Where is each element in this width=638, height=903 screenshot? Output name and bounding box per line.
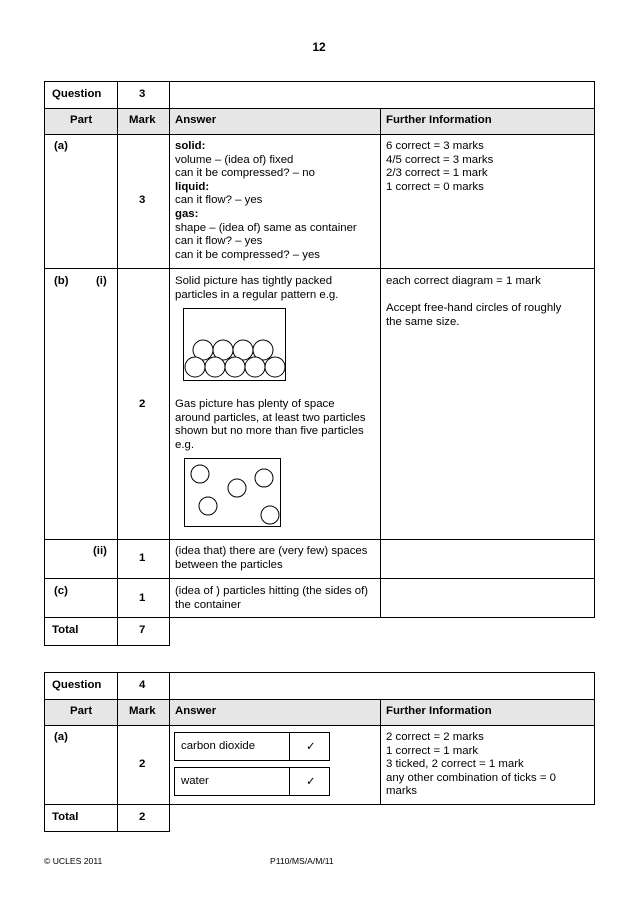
q3-part-b-ii-mark: 1 <box>139 552 146 564</box>
footer-doc-code: P110/MS/A/M/11 <box>270 856 334 866</box>
solid-particles-diagram <box>180 306 290 382</box>
answer-line: between the particles <box>175 558 283 571</box>
further-line: 2/3 correct = 1 mark <box>386 167 488 180</box>
further-line: 4/5 correct = 3 marks <box>386 153 494 166</box>
q3-part-b-i-mark: 2 <box>139 398 146 410</box>
particle-circle <box>205 357 225 377</box>
further-line: 2 correct = 2 marks <box>386 731 484 743</box>
answer-line: Solid picture has tightly packed <box>175 275 333 287</box>
q4-header-part: Part <box>70 705 93 717</box>
q3-header-part: Part <box>70 114 93 126</box>
further-line: any other combination of ticks = 0 <box>386 771 557 784</box>
option-label: carbon dioxide <box>181 740 256 752</box>
q4-question-number: 4 <box>139 679 146 691</box>
q3-header-mark: Mark <box>129 114 156 126</box>
q4-header-band <box>44 699 594 725</box>
answer-line: (idea that) there are (very few) spaces <box>175 545 368 557</box>
answer-line: e.g. <box>175 438 194 451</box>
answer-line: Gas picture has plenty of space <box>175 398 335 410</box>
further-line: 3 ticked, 2 correct = 1 mark <box>386 758 524 771</box>
answer-line: around particles, at least two particles <box>175 411 366 424</box>
q3-part-b-ii: (ii) <box>93 545 107 557</box>
q4-header-mark: Mark <box>129 705 156 717</box>
q3-part-a-further <box>386 140 493 194</box>
check-icon: ✓ <box>306 776 316 788</box>
gas-particles-diagram <box>182 456 284 530</box>
footer-copyright: © UCLES 2011 <box>44 856 103 866</box>
q3-part-b-ii-answer <box>175 545 367 572</box>
q3-part-a-answer <box>175 140 357 262</box>
further-line: 6 correct = 3 marks <box>386 140 484 152</box>
q4-header-further: Further Information <box>386 705 492 717</box>
answer-line: particles in a regular pattern e.g. <box>175 288 339 301</box>
q3-question-label: Question <box>52 88 102 100</box>
q4-header-answer: Answer <box>175 705 217 717</box>
q3-part-a: (a) <box>54 140 68 152</box>
answer-line: can it be compressed? – yes <box>175 248 320 261</box>
q3-part-b-further-1: each correct diagram = 1 mark <box>386 275 541 287</box>
particle-circle <box>265 357 285 377</box>
q3-total-value: 7 <box>139 624 146 636</box>
q3-header-further: Further Information <box>386 114 492 126</box>
q4-part-a-further <box>386 731 556 799</box>
answer-line: shape – (idea of) same as container <box>175 221 357 234</box>
particle-circle <box>255 469 273 487</box>
particle-circle <box>245 357 265 377</box>
answer-line: shown but no more than five particles <box>175 425 364 438</box>
q4-question-label: Question <box>52 679 102 691</box>
answer-line: can it be compressed? – no <box>175 167 315 180</box>
q4-total-label: Total <box>52 811 79 823</box>
answer-line: gas: <box>175 207 199 220</box>
q3-solid-text <box>175 275 338 302</box>
q3-part-c-mark: 1 <box>139 592 146 604</box>
q3-question-number: 3 <box>139 88 146 100</box>
answer-line: volume – (idea of) fixed <box>175 153 294 166</box>
q3-part-b-i: (i) <box>96 275 107 287</box>
q4-part-a-mark: 2 <box>139 758 146 770</box>
further-line: Accept free-hand circles of roughly <box>386 302 562 314</box>
q3-part-c-answer <box>175 585 368 612</box>
answer-line: can it flow? – yes <box>175 194 263 207</box>
page-number: 12 <box>312 40 326 54</box>
q4-total-value: 2 <box>139 811 146 823</box>
particle-circle <box>261 506 279 524</box>
q3-part-a-mark: 3 <box>139 194 146 206</box>
further-line: 1 correct = 0 marks <box>386 180 484 193</box>
option-label: water <box>181 775 209 787</box>
check-icon: ✓ <box>306 741 316 753</box>
q3-part-b-further-2 <box>386 302 561 329</box>
q3-total-label: Total <box>52 624 79 636</box>
q3-part-b: (b) <box>54 275 69 287</box>
further-line: 1 correct = 1 mark <box>386 744 479 757</box>
particle-circle <box>191 465 209 483</box>
q4-part-a: (a) <box>54 731 68 743</box>
particle-circle <box>225 357 245 377</box>
further-line: the same size. <box>386 315 460 328</box>
answer-line: can it flow? – yes <box>175 235 263 248</box>
particle-circle <box>199 497 217 515</box>
answer-line: liquid: <box>175 180 210 193</box>
answer-line: (idea of ) particles hitting (the sides of) <box>175 585 369 597</box>
q3-header-band <box>44 108 594 134</box>
answer-line: solid: <box>175 140 206 152</box>
q3-header-answer: Answer <box>175 114 217 126</box>
q3-gas-text <box>175 398 366 452</box>
q3-part-c: (c) <box>54 585 68 597</box>
answer-line: the container <box>175 598 241 611</box>
further-line: marks <box>386 785 418 798</box>
particle-circle <box>228 479 246 497</box>
particle-circle <box>185 357 205 377</box>
